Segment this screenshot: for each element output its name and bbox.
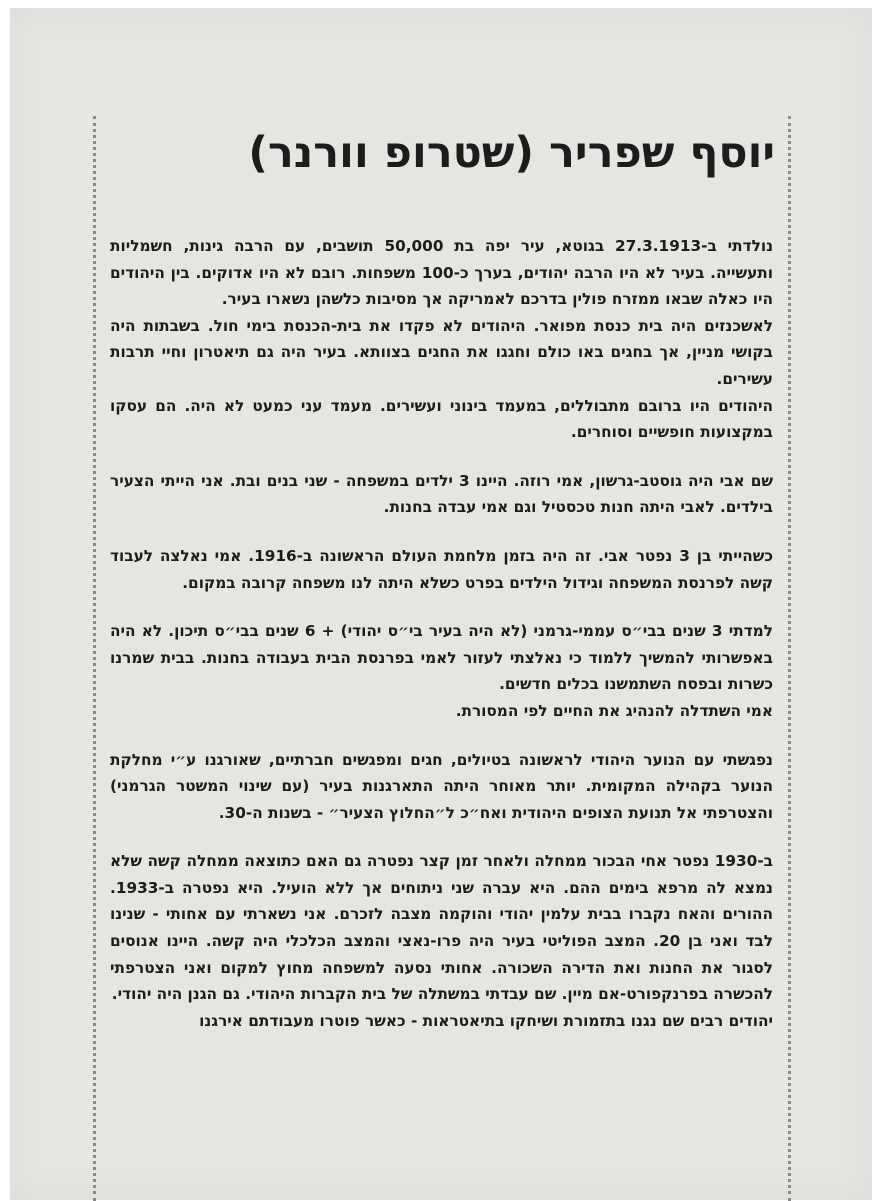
paragraph-father-death: כשהייתי בן 3 נפטר אבי. זה היה בזמן מלחמת העולם הראשונה ב-1916. אמי נאלצה לעבוד קשה לפרנסת המשפחה וגידול הילדים בפרט כשלא היתה לנו משפחה קרובה במקום. [110, 546, 773, 592]
paragraph-youth: נפגשתי עם הנוער היהודי לראשונה בטיולים, חגים ומפגשים חברתיים, שאורגנו ע״י מחלקת הנוער בקהילה המקומית. יותר מאוחר היתה התארגנות בעיר (עם שינוי המשטר הגרמני) והצטרפתי אל תנועת הצופים היהודית ואח״כ ל״החלוץ הצעיר״ - בשנות ה-30. [110, 750, 773, 822]
paragraph-gap [110, 596, 775, 618]
paragraph-synagogue: לאשכנזים היה בית כנסת מפואר. היהודים לא פקדו את בית-הכנסת בימי חול. בשבתות היה בקושי מניין, אך בחגים באו כולם וחגגו את החגים בצוותא. בעיר היה גם תיאטרון וחיי תרבות עשירים. [110, 316, 773, 388]
document-content [110, 123, 775, 1034]
dotted-border-right [788, 116, 791, 1201]
paragraph-gap [110, 725, 775, 747]
paragraph-family: שם אבי היה גוסטב-גרשון, אמי רוזה. היינו 3 ילדים במשפחה - שני בנים ובת. אני הייתי הצעיר בילדים. לאבי היתה חנות טכסטיל וגם אמי עבדה בחנות. [110, 471, 773, 517]
paragraph-gap [110, 826, 775, 848]
dotted-border-left [93, 116, 96, 1201]
page-sheet [10, 8, 872, 1200]
document-title: יוסף שפריר (שטרופ וורנר) [248, 128, 775, 178]
paragraph-community: היהודים היו ברובם מתבוללים, במעמד בינוני ועשירים. מעמד עני כמעט לא היה. הם עסקו במקצועות חופשיים וסוחרים. [110, 396, 773, 442]
paragraph-birth: נולדתי ב-27.3.1913 בגוטא, עיר יפה בת 50,000 תושבים, עם הרבה גינות, חשמליות ותעשייה. בעיר לא היו הרבה יהודים, בערך כ-100 משפחות. רובם לא היו אדוקים. בין היהודים היו כאלה שבאו ממזרח פולין בדרכם לאמריקה אך מסיבות כלשהן נשארו בעיר. [110, 237, 774, 309]
paragraph-musicians: יהודים רבים שם נגנו בתזמורת ושיחקו בתיאטראות - כאשר פוטרו מעבודתם אירגנו [199, 1011, 773, 1030]
paragraph-tradition: אמי השתדלה להנהיג את החיים לפי המסורת. [455, 701, 773, 720]
paragraph-schooling: למדתי 3 שנים בבי״ס עממי-גרמני (לא היה בעיר בי״ס יהודי) + 6 שנים בבי״ס תיכון. לא היה באפשרותי להמשיך ללמוד כי נאלצתי לעזור לאמי בפרנסת הבית בעבודה בחנות. בבית שמרנו כשרות ובפסח השתמשנו בכלים חדשים. [110, 622, 773, 694]
paragraph-losses: ב-1930 נפטר אחי הבכור ממחלה ולאחר זמן קצר נפטרה גם האם כתוצאה ממחלה קשה שלא נמצא לה מרפא בימים ההם. היא עברה שני ניתוחים אך ללא הועיל. היא נפטרה ב-1933. ההורים והאח נקברו בבית עלמין יהודי והוקמה מצבה לזכרם. אני נשארתי עם אחותי - שנינו לבד ואני בן 20. המצב הפוליטי בעיר היה פרו-נאצי והמצב הכלכלי היה קשה. היינו אנוסים לסגור את החנות ואת הדירה השכורה. אחותי נסעה למשפחה מחוץ למקום ואני הצטרפתי להכשרה בפרנקפורט-אם מיין. שם עבדתי במשתלה של בית הקברות היהודי. גם הגנן היה יהודי. [110, 852, 773, 1004]
paragraph-gap [110, 446, 775, 468]
paragraph-gap [110, 521, 775, 543]
